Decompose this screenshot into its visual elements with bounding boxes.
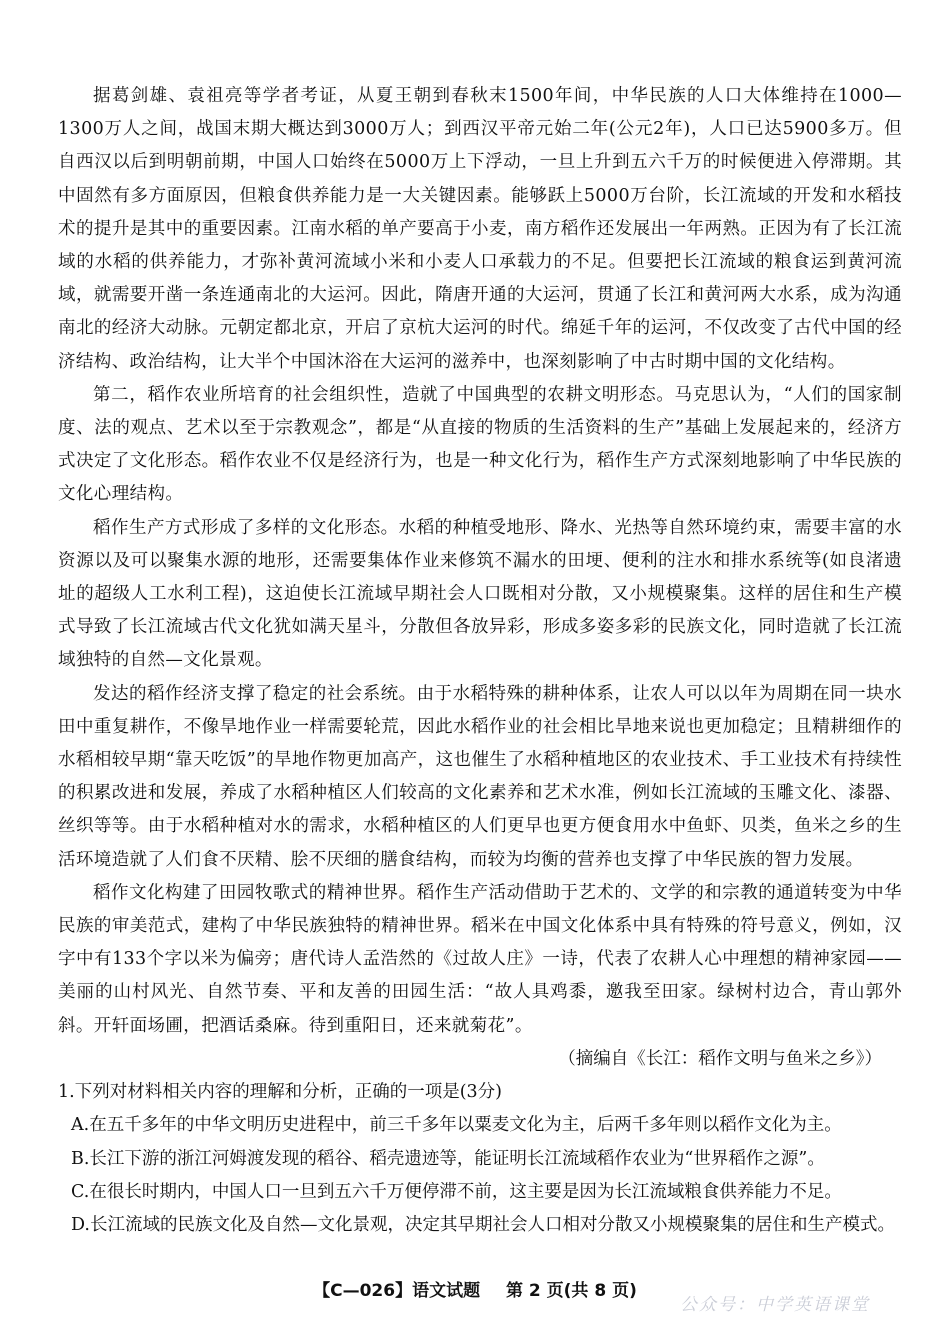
paragraph-4: 发达的稻作经济支撑了稳定的社会系统。由于水稻特殊的耕种体系，让农人可以以年为周期在同一块水田中重复耕作，不像旱地作业一样需要轮荒，因此水稻作业的社会相比旱地来说也更加稳定；且精耕细作的水稻相较早期“靠天吃饭”的旱地作物更加高产，这也催生了水稻种植地区的农业技术、手工业技术有持续性的积累改进和发展，养成了水稻种植区人们较高的文化素养和艺术水准，例如长江流域的玉雕文化、漆器、丝织等等。由于水稻种植对水的需求，水稻种植区的人们更早也更方便食用水中鱼虾、贝类，鱼米之乡的生活环境造就了人们食不厌精、脍不厌细的膳食结构，而较为均衡的营养也支撑了中华民族的智力发展。	[58, 683, 902, 870]
option-c: C.在很长时期内，中国人口一旦到五六千万便停滞不前，这主要是因为长江流域粮食供养能力不足。	[71, 1181, 842, 1202]
paragraph-3: 稻作生产方式形成了多样的文化形态。水稻的种植受地形、降水、光热等自然环境约束，需要丰富的水资源以及可以聚集水源的地形，还需要集体作业来修筑不漏水的田埂、便利的注水和排水系统等(如良渚遗址的超级人工水利工程)，这迫使长江流域早期社会人口既相对分散，又小规模聚集。这样的居住和生产模式导致了长江流域古代文化犹如满天星斗，分散但各放异彩，形成多姿多彩的民族文化，同时造就了长江流域独特的自然—文化景观。	[58, 517, 902, 671]
source-citation: （摘编自《长江：稻作文明与鱼米之乡》）	[558, 1048, 882, 1069]
watermark: 公众号：中学英语课堂	[680, 1295, 870, 1315]
document-body	[58, 80, 902, 1242]
paragraph-1: 据葛剑雄、袁祖亮等学者考证，从夏王朝到春秋末1500年间，中华民族的人口大体维持在1000—1300万人之间，战国末期大概达到3000万人；到西汉平帝元始二年(公元2年)，人口已达5900多万。但自西汉以后到明朝前期，中国人口始终在5000万上下浮动，一旦上升到五六千万的时候便进入停滞期。其中固然有多方面原因，但粮食供养能力是一大关键因素。能够跃上5000万台阶，长江流域的开发和水稻技术的提升是其中的重要因素。江南水稻的单产要高于小麦，南方稻作还发展出一年两熟。正因为有了长江流域的水稻的供养能力，才弥补黄河流域小米和小麦人口承载力的不足。但要把长江流域的粮食运到黄河流域，就需要开凿一条连通南北的大运河。因此，隋唐开通的大运河，贯通了长江和黄河两大水系，成为沟通南北的经济大动脉。元朝定都北京，开启了京杭大运河的时代。绵延千年的运河，不仅改变了古代中国的经济结构、政治结构，让大半个中国沐浴在大运河的滋养中，也深刻影响了中古时期中国的文化结构。	[58, 86, 902, 372]
question-stem: 1.下列对材料相关内容的理解和分析，正确的一项是(3分)	[58, 1082, 502, 1103]
page-number: 第 2 页(共 8 页)	[506, 1281, 637, 1301]
exam-code: 【C—026】语文试题	[313, 1281, 481, 1301]
option-d: D.长江流域的民族文化及自然—文化景观，决定其早期社会人口相对分散又小规模聚集的居住和生产模式。	[71, 1214, 895, 1235]
paragraph-5: 稻作文化构建了田园牧歌式的精神世界。稻作生产活动借助于艺术的、文学的和宗教的通道转变为中华民族的审美范式，建构了中华民族独特的精神世界。稻米在中国文化体系中具有特殊的符号意义，例如，汉字中有133个字以米为偏旁；唐代诗人孟浩然的《过故人庄》一诗，代表了农耕人心中理想的精神家园——美丽的山村风光、自然节奏、平和友善的田园生活：“故人具鸡黍，邀我至田家。绿树村边合，青山郭外斜。开轩面场圃，把酒话桑麻。待到重阳日，还来就菊花”。	[58, 882, 902, 1036]
option-a: A.在五千多年的中华文明历史进程中，前三千多年以粟麦文化为主，后两千多年则以稻作文化为主。	[71, 1115, 842, 1136]
option-b: B.长江下游的浙江河姆渡发现的稻谷、稻壳遗迹等，能证明长江流域稻作农业为“世界稻作之源”。	[71, 1148, 825, 1169]
paragraph-2: 第二，稻作农业所培育的社会组织性，造就了中国典型的农耕文明形态。马克思认为，“人们的国家制度、法的观点、艺术以至于宗教观念”，都是“从直接的物质的生活资料的生产”基础上发展起来的，经济方式决定了文化形态。稻作农业不仅是经济行为，也是一种文化行为，稻作生产方式深刻地影响了中华民族的文化心理结构。	[58, 384, 902, 505]
